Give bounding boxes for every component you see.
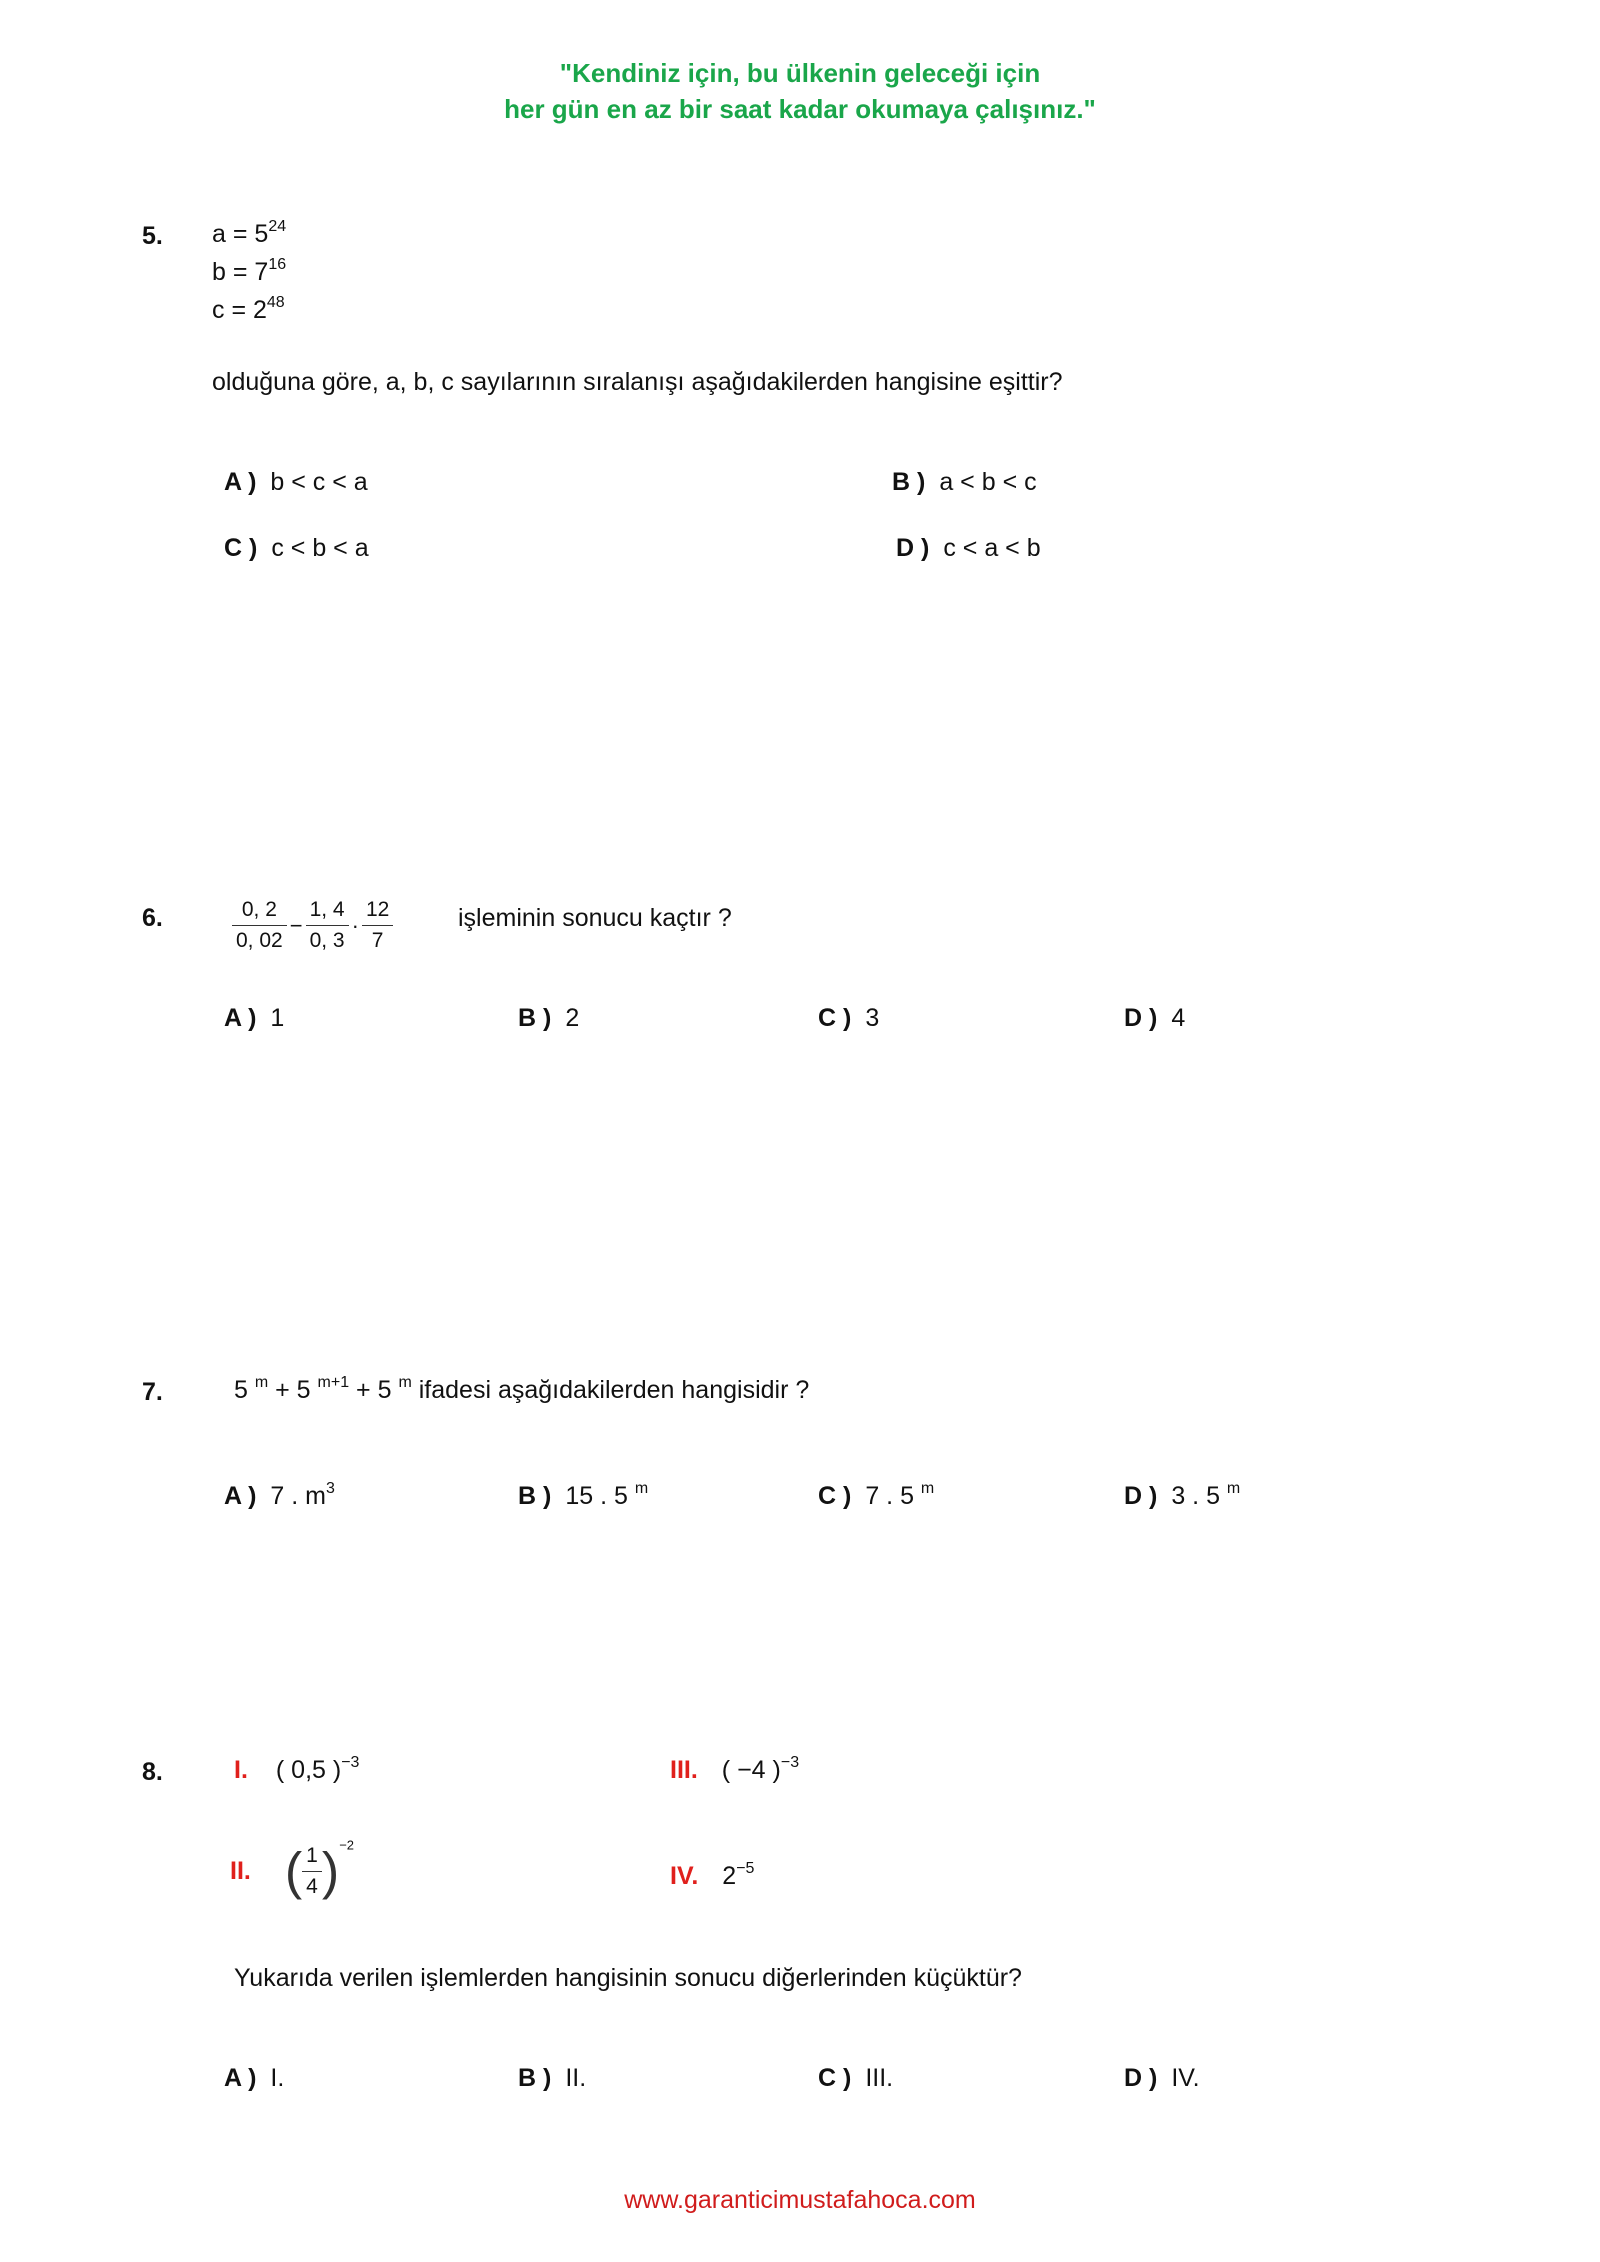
q6-option-b[interactable]: B ) 2: [518, 1004, 580, 1032]
q8-question-text: Yukarıda verilen işlemlerden hangisinin sonucu diğerlerinden küçüktür?: [234, 1964, 1022, 1992]
q6-option-c[interactable]: C ) 3: [818, 1004, 880, 1032]
q6-option-a[interactable]: A ) 1: [224, 1004, 285, 1032]
q8-item-iv: IV. $2^{-5}$: [670, 1860, 755, 1890]
q5-option-c[interactable]: C ) c < b < a: [224, 534, 369, 562]
q5-equation-c: $c = 2^{48}$: [212, 294, 285, 324]
q5-equation-b: $b = 7^{16}$: [212, 256, 287, 286]
motto-line-1: "Kendiniz için, bu ülkenin geleceği için: [559, 58, 1041, 88]
question-8-number: 8.: [142, 1758, 163, 1786]
q8-option-c[interactable]: C ) III.: [818, 2064, 894, 2092]
q5-option-b[interactable]: B ) a < b < c: [892, 468, 1037, 496]
q8-item-i: I. ( 0,5 )$^{-3}$: [234, 1754, 360, 1784]
q5-option-d[interactable]: D ) c < a < b: [896, 534, 1041, 562]
q5-question-text: olduğuna göre, a, b, c sayılarının sıralanışı aşağıdakilerden hangisine eşittir?: [212, 368, 1063, 396]
q5-equation-a: $a = 5^{24}$: [212, 218, 287, 248]
q6-fraction-3: $\frac{12}{7}$: [362, 898, 393, 953]
question-6-number: 6.: [142, 904, 163, 932]
q8-item-iii: III. ( −4 )$^{-3}$: [670, 1754, 800, 1784]
footer-website-link[interactable]: www.garanticimustafahoca.com: [624, 2186, 976, 2214]
question-7-number: 7.: [142, 1378, 163, 1406]
q7-question-text: ifadesi aşağıdakilerden hangisidir ?: [411, 1376, 810, 1404]
q6-expression: $\frac{0, 2}{0, 02}$ − $\frac{1, 4}{0, 3}$ · $\frac{12}{7}$: [232, 898, 393, 953]
q7-option-d[interactable]: D ) 3 . 5 $^m$: [1124, 1480, 1241, 1510]
q8-option-a[interactable]: A ) I.: [224, 2064, 285, 2092]
q6-question-text: işleminin sonucu kaçtır ?: [458, 904, 732, 932]
q8-option-b[interactable]: B ) II.: [518, 2064, 587, 2092]
q7-option-b[interactable]: B ) 15 . 5 $^m$: [518, 1480, 649, 1510]
q6-option-d[interactable]: D ) 4: [1124, 1004, 1186, 1032]
q8-option-d[interactable]: D ) IV.: [1124, 2064, 1200, 2092]
q5-option-a[interactable]: A ) b < c < a: [224, 468, 368, 496]
q7-expression: 5 $^m$ + 5 $^{m+1}$ + 5 $^m$ ifadesi aşağıdakilerden hangisidir ?: [234, 1374, 810, 1404]
question-5-number: 5.: [142, 222, 163, 250]
q7-option-a[interactable]: A ) 7 . $m^3$: [224, 1480, 335, 1510]
motto-line-2: her gün en az bir saat kadar okumaya çalışınız.": [504, 94, 1096, 124]
q8-item-ii: II. ( $\frac{1}{4}$ )$^{-2}$: [230, 1837, 355, 1901]
q6-fraction-1: $\frac{0, 2}{0, 02}$: [232, 898, 287, 953]
q8-fraction: $\frac{1}{4}$: [302, 1844, 322, 1899]
q7-option-c[interactable]: C ) 7 . 5 $^m$: [818, 1480, 935, 1510]
q6-fraction-2: $\frac{1, 4}{0, 3}$: [306, 898, 349, 953]
